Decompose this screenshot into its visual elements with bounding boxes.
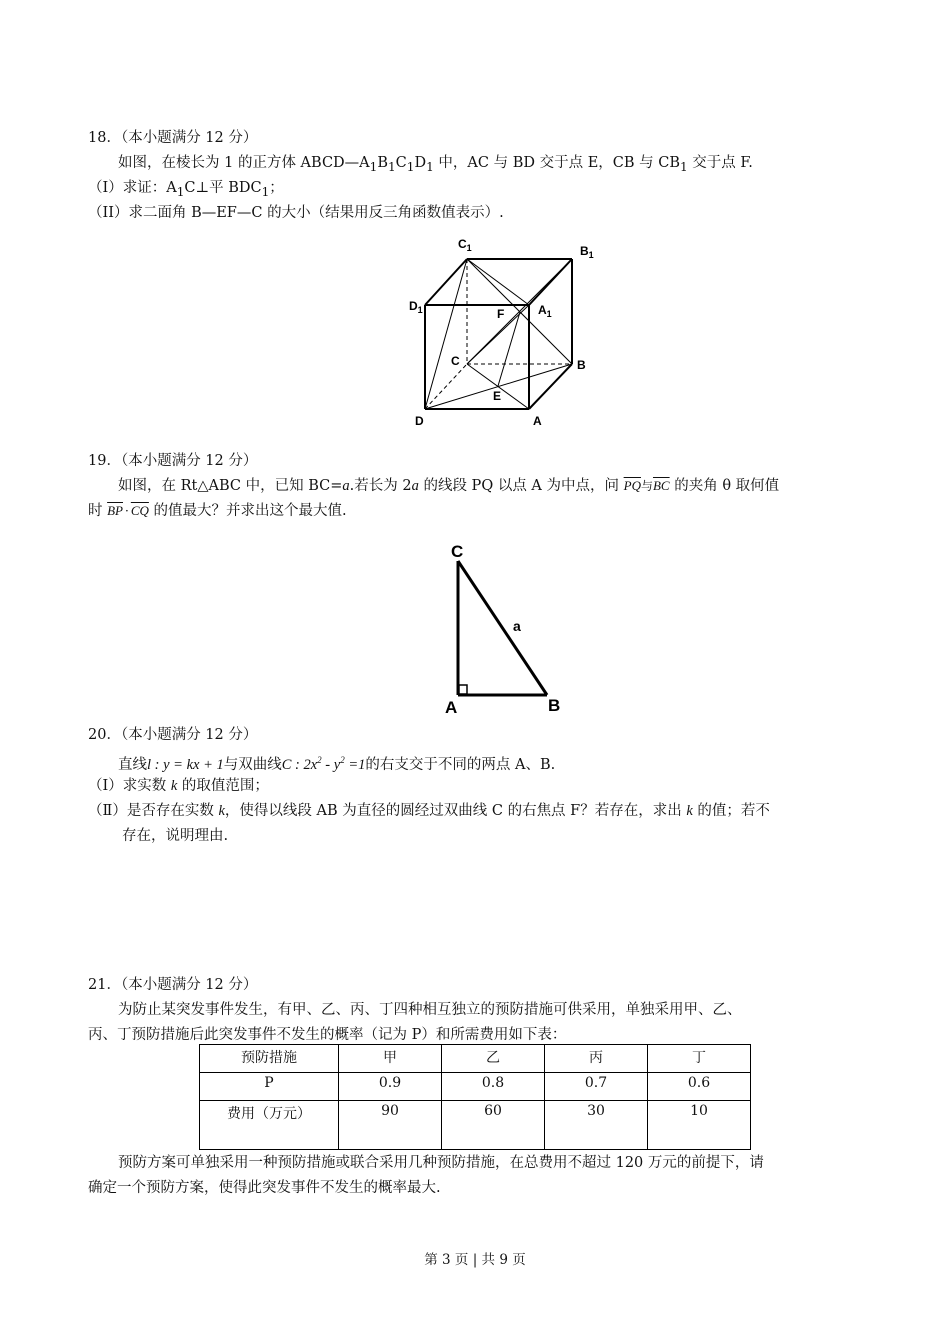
table-header-cell: 丙 [545,1045,648,1073]
q21-heading: 21．（本小题满分 12 分） [88,977,258,993]
table-cell: 10 [648,1101,751,1150]
q19-line1: 如图，在 Rt△ABC 中，已知 BC=a.若长为 2a 的线段 PQ 以点 A 为中点，问 $\overline{PQ}$与$\overline{BC}$ 的夹角 θ 取何值 [118,478,780,494]
page-footer: 第 3 页 | 共 9 页 [424,1252,526,1268]
label-b1: $B_1$ [580,244,594,260]
table-cell: 0.9 [339,1073,442,1101]
table-cell: 0.7 [545,1073,648,1101]
table-cell: 费用（万元） [200,1101,339,1150]
table-cell: 90 [339,1101,442,1150]
line-equation: l : y = kx + 1 [147,756,224,773]
table-header-cell: 丁 [648,1045,751,1073]
q21-end1: 预防方案可单独采用一种预防措施或联合采用几种预防措施，在总费用不超过 120 万元的前提下，请 [118,1155,764,1171]
q21-intro2: 丙、丁预防措施后此突发事件不发生的概率（记为 P）和所需费用如下表： [88,1027,567,1043]
q21-end2: 确定一个预防方案，使得此突发事件不发生的概率最大. [88,1180,441,1196]
table-header-cell: 预防措施 [200,1045,339,1073]
measures-table [199,1044,751,1150]
q18-heading: 18．（本小题满分 12 分） [88,130,258,146]
table-row [200,1073,751,1101]
table-header-cell: 甲 [339,1045,442,1073]
q19-line2: 时 $\overline{BP} \cdot \overline{CQ}$ 的值最大？并求出这个最大值. [88,503,347,519]
label-c: C [451,354,460,368]
q18-part2: （II）求二面角 B—EF—C 的大小（结果用反三角函数值表示）. [88,205,504,221]
q18-intro: 如图，在棱长为 1 的正方体 $ABCD—A_1B_1C_1D_1$ 中，AC 与 BD 交于点 E，CB 与 $CB_1$ 交于点 F. [118,155,753,174]
diag-c1a1 [467,259,529,305]
label-a: A [533,414,542,428]
label-b: B [577,358,586,372]
q20-part2: （Ⅱ）是否存在实数 k，使得以线段 AB 为直径的圆经过双曲线 C 的右焦点 F？若存在，求出 k 的值；若不 [88,803,770,819]
vector-cq: $\overline{CQ}$ [130,503,149,518]
cube-figure [400,232,600,432]
table-row [200,1101,751,1150]
label-a: A [445,698,458,717]
q20-heading: 20．（本小题满分 12 分） [88,727,258,743]
label-c: C [451,542,464,561]
vector-bc: $\overline{BC}$ [652,478,670,493]
table-cell: P [200,1073,339,1101]
q20-part1: （Ⅰ）求实数 k 的取值范围； [88,778,269,794]
table-cell: 60 [442,1101,545,1150]
table-cell: 0.6 [648,1073,751,1101]
table-cell: 0.8 [442,1073,545,1101]
q18-part1: （I）求证：$A_1C\perp$平 $BDC_1$； [88,180,284,199]
vector-pq: $\overline{PQ}$ [623,478,641,493]
q21-intro1: 为防止某突发事件发生，有甲、乙、丙、丁四种相互独立的预防措施可供采用，单独采用甲、乙、 [118,1002,742,1018]
label-f: F [497,307,505,321]
q20-line1: 直线l : y = kx + 1与双曲线C : $2x^2 - y^2 =1$的右支交于不同的两点 A、B. [118,755,556,773]
segment-ef [498,312,520,386]
q19-heading: 19．（本小题满分 12 分） [88,453,258,469]
right-angle-mark [459,685,467,694]
label-d: D [415,414,424,428]
table-header-row [200,1045,751,1073]
q20-part2-cont: 存在，说明理由. [122,828,229,844]
hyperbola-equation: C : $2x^2 - y^2 =1$ [281,755,366,773]
vector-bp: $\overline{BP}$ [107,503,123,518]
label-d1: $D_1$ [409,299,423,315]
table-cell: 30 [545,1101,648,1150]
label-side-a: a [513,618,521,634]
label-a1: $A_1$ [538,303,552,319]
table-header-cell: 乙 [442,1045,545,1073]
triangle-figure [440,535,580,720]
label-e: E [493,389,502,403]
label-b: B [548,696,561,715]
side-cb [458,561,547,695]
label-c1: $C_1$ [458,237,472,253]
